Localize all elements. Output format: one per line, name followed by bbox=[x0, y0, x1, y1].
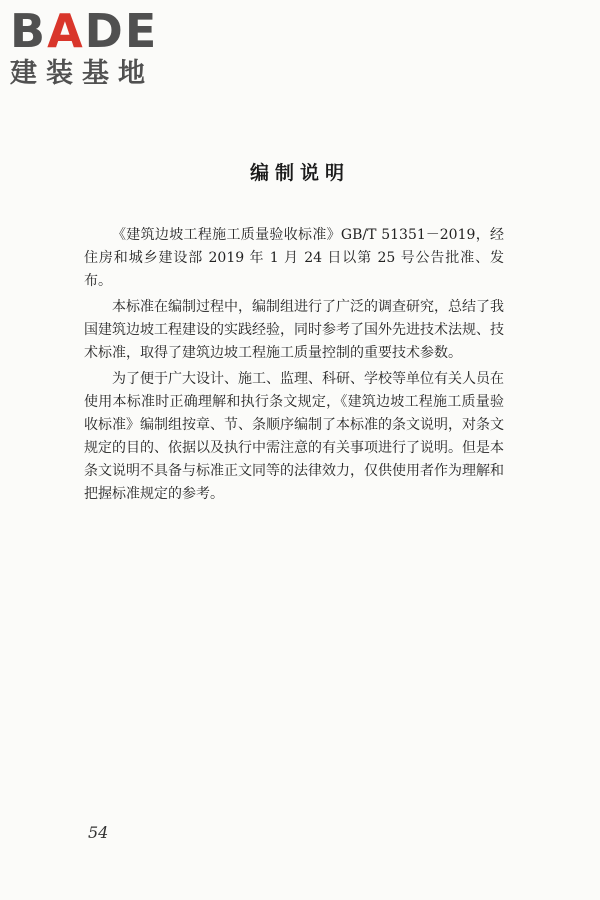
logo bbox=[10, 6, 180, 90]
document-body bbox=[84, 224, 504, 509]
logo-mark-prefix: B bbox=[10, 4, 48, 58]
paragraph: 《建筑边坡工程施工质量验收标准》GB/T 51351－2019，经住房和城乡建设部 2019 年 1 月 24 日以第 25 号公告批准、发布。 bbox=[84, 227, 504, 289]
logo-mark bbox=[10, 6, 180, 56]
page-number: 54 bbox=[88, 823, 109, 842]
page-title: 编制说明 bbox=[249, 162, 350, 184]
logo-mark-accent: A bbox=[47, 4, 85, 58]
paragraph: 为了便于广大设计、施工、监理、科研、学校等单位有关人员在使用本标准时正确理解和执行条文规定，《建筑边坡工程施工质量验收标准》编制组按章、节、条顺序编制了本标准的条文说明，对条文规定的目的、依据以及执行中需注意的有关事项进行了说明。但是本条文说明不具备与标准正文同等的法律效力，仅供使用者作为理解和把握标准规定的参考。 bbox=[84, 371, 504, 502]
paragraph: 本标准在编制过程中，编制组进行了广泛的调查研究，总结了我国建筑边坡工程建设的实践经验，同时参考了国外先进技术法规、技术标准，取得了建筑边坡工程施工质量控制的重要技术参数。 bbox=[84, 299, 504, 361]
logo-subtitle: 建装基地 bbox=[10, 58, 154, 89]
logo-mark-suffix: DE bbox=[84, 4, 159, 58]
